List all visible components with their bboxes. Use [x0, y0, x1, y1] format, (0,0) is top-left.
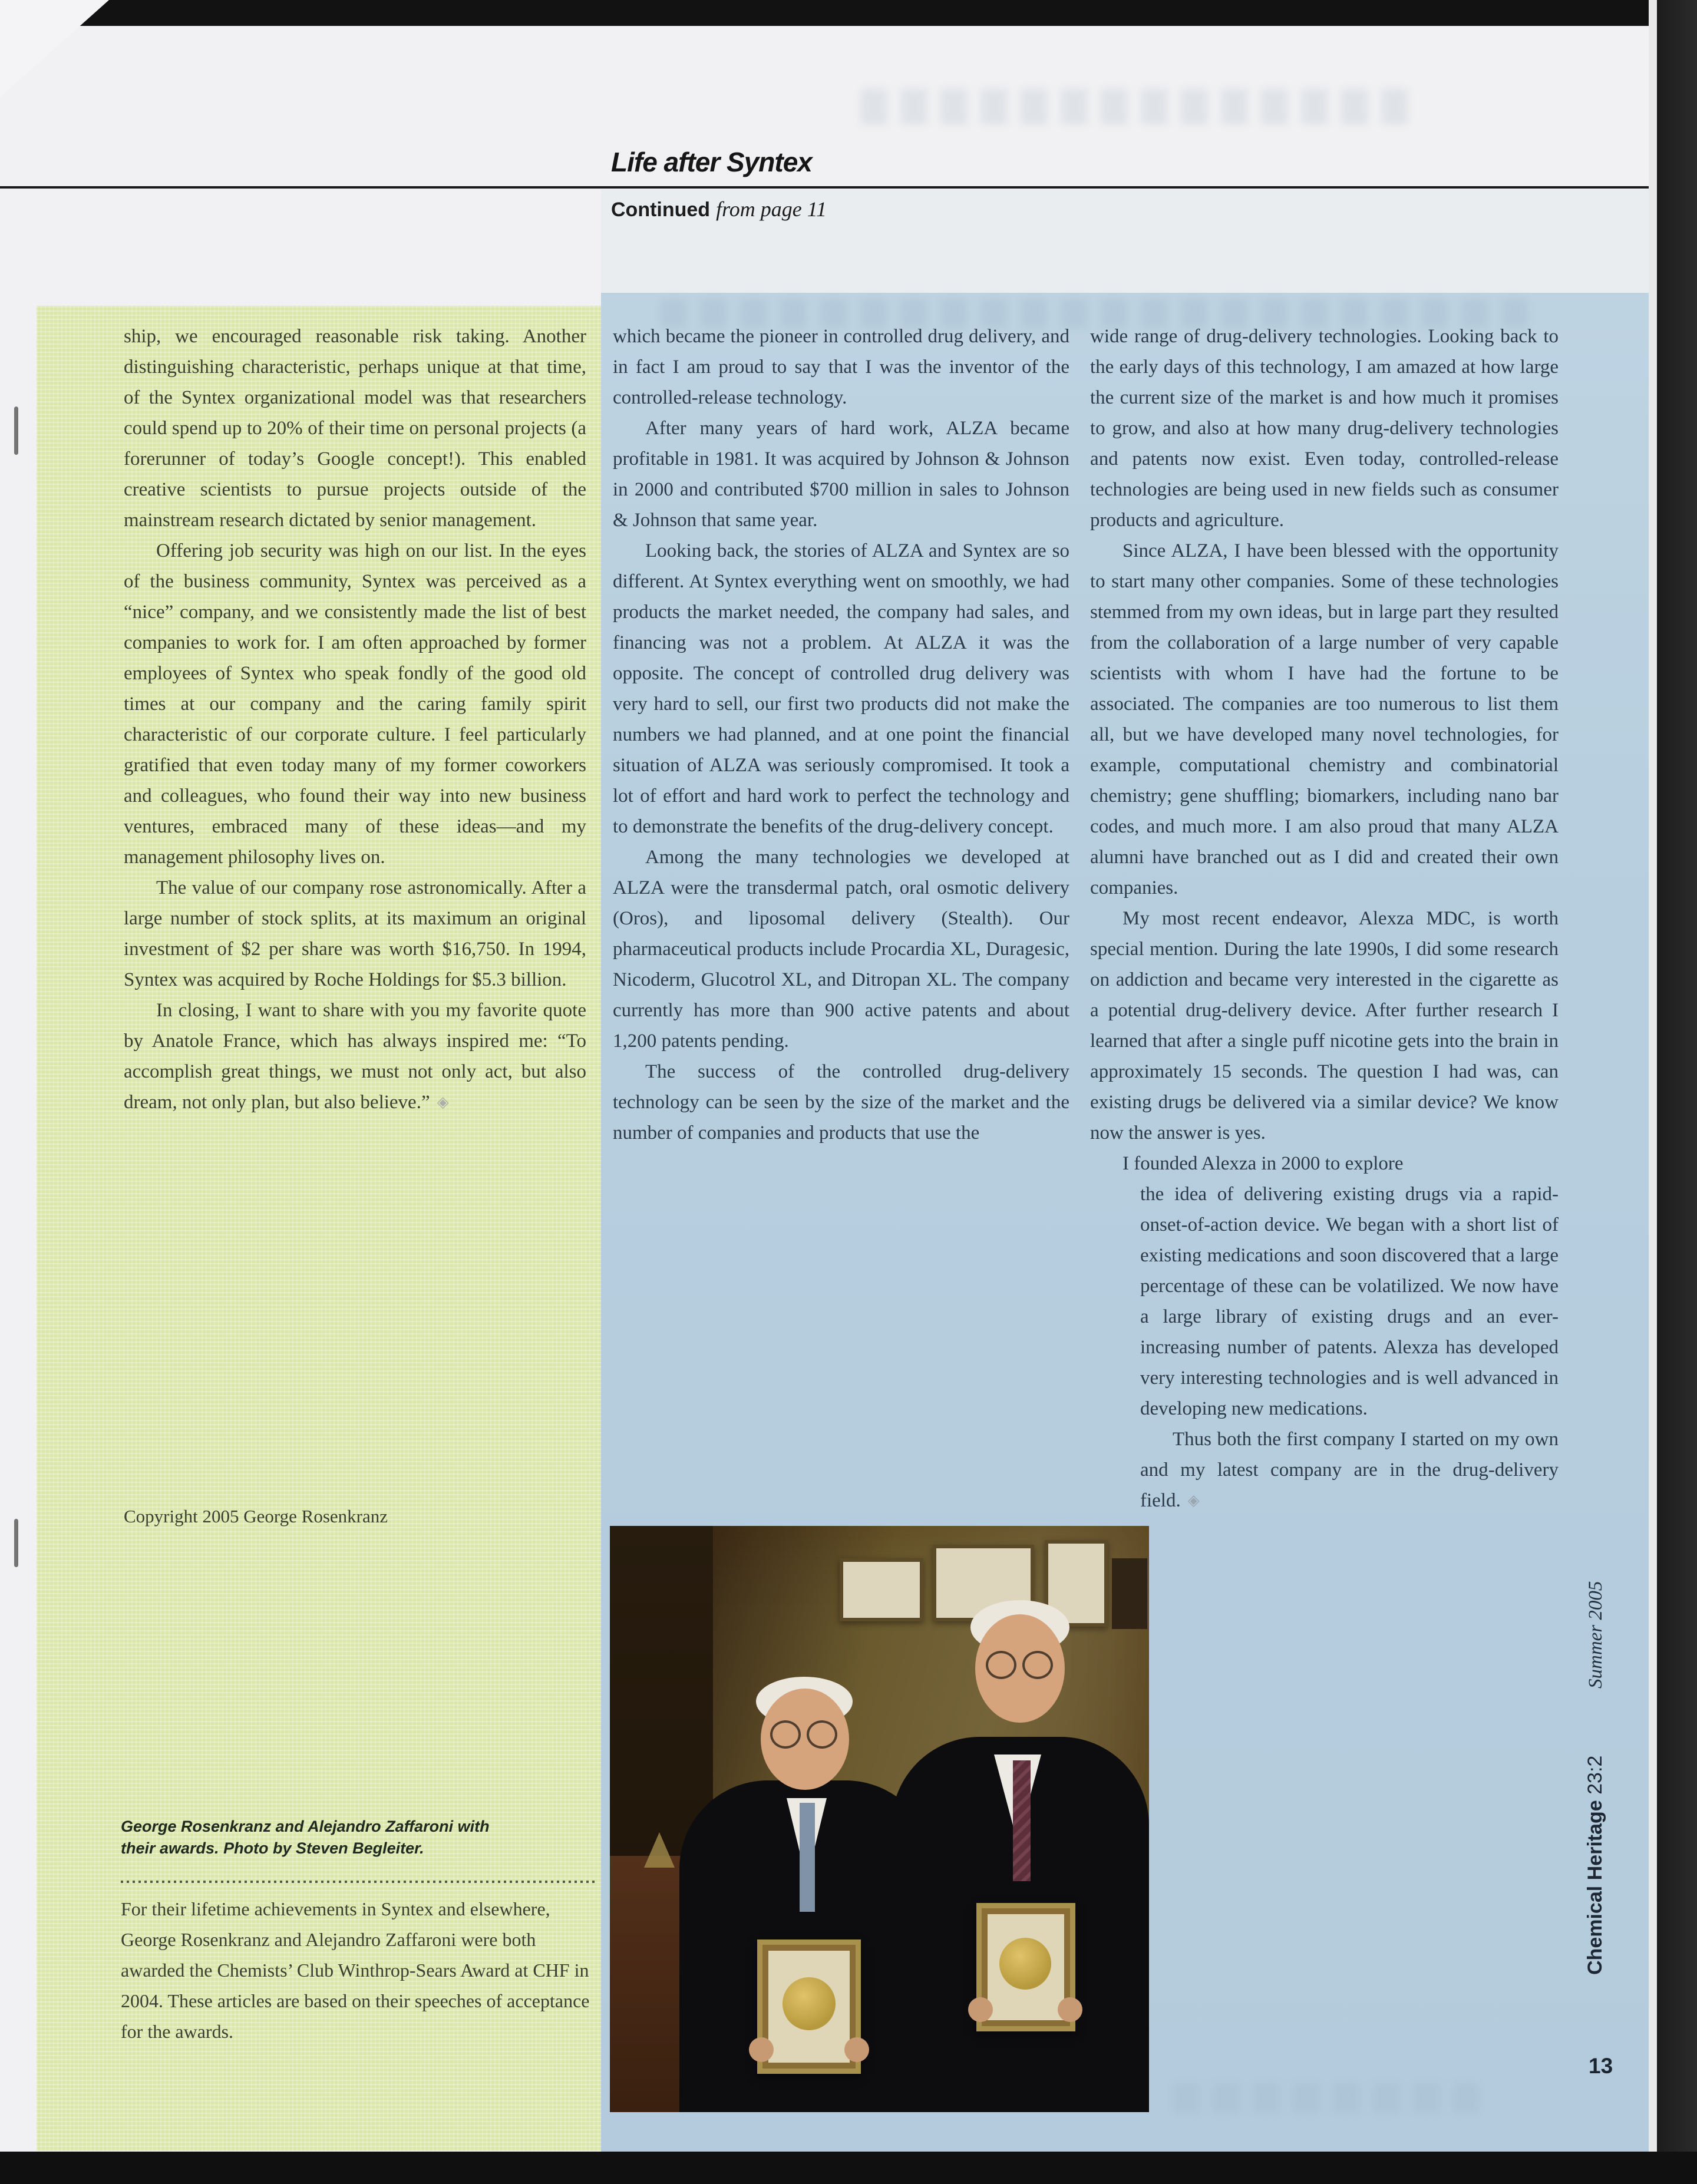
- continued-label: Continued: [611, 199, 711, 221]
- photo-man-right-hand: [1058, 1997, 1082, 2022]
- article-title: Life after Syntex: [611, 147, 812, 177]
- photo-man-left-glasses: [807, 1720, 837, 1749]
- dotted-divider: [121, 1881, 596, 1883]
- right-column: [1090, 321, 1559, 1516]
- paragraph: The success of the controlled drug-delivery technology can be seen by the size of the market and the number of companies and products that use the: [613, 1061, 1069, 1144]
- issue-season: Summer 2005: [1585, 1581, 1606, 1689]
- paragraph: After many years of hard work, ALZA became profitable in 1981. It was acquired by Johnson & Johnson in 2000 and contributed $700 million in sales to Johnson & Johnson that same year.: [613, 418, 1069, 531]
- photo-man-left-glasses: [770, 1720, 801, 1749]
- paragraph: Among the many technologies we developed at ALZA were the transdermal patch, oral osmotic delivery (Oros), and liposomal delivery (Stealth). Our pharmaceutical products include Procardia XL, Duragesic, Nicoderm, Glucotrol XL, and Ditropan XL. The company currently has more than 900 active patents and about 1,200 patents pending.: [613, 847, 1069, 1052]
- photo-man-right-hand: [968, 1997, 993, 2022]
- paragraph: Since ALZA, I have been blessed with the opportunity to start many other companies. Some of these technologies stemmed from my own ideas, but in large part they resulted from the collaboration of a large number of very capable scientists with whom I have had the fortune to be associated. The companies are too numerous to list them all, but we have developed many novel technologies, for example, computational chemistry and combinatorial chemistry; gene shuffling; biomarkers, including nano bar codes, and much more. I am also proud that many ALZA alumni have branched out as I did and created their own companies.: [1090, 540, 1559, 898]
- editor-note: For their lifetime achievements in Syntex and elsewhere, George Rosenkranz and Alejandro Zaffaroni were both awarded the Chemists’ Club Winthrop-Sears Award at CHF in 2004. These articles are based on their speeches of acceptance for the awards.: [121, 1898, 590, 2042]
- photo-award-medal: [999, 1938, 1051, 1990]
- copyright-line: Copyright 2005 George Rosenkranz: [124, 1506, 388, 1527]
- staple-mark: [14, 407, 18, 455]
- photo-certificate: [840, 1558, 923, 1621]
- paragraph: Offering job security was high on our list. In the eyes of the business community, Syntex was perceived as a “nice” company, and we consistently made the list of best companies to work for. I am often approached by former employees of Syntex who speak fondly of the good old times at our company and the caring family spirit characteristic of our corporate culture. I feel particularly gratified that even today many of my former coworkers and colleagues, who found their way into new business ventures, embraced many of these ideas—and my management philosophy lives on.: [124, 540, 586, 868]
- paragraph: which became the pioneer in controlled drug delivery, and in fact I am proud to say that I was the inventor of the controlled-release technology.: [613, 326, 1069, 408]
- ghost-bleedthrough-line: [1173, 2083, 1479, 2113]
- article-end-ornament: ◈: [437, 1093, 449, 1111]
- journal-title-and-issue: [1584, 1756, 1607, 1975]
- continued-page-ref: from page 11: [716, 197, 827, 221]
- photo-man-left-hand: [749, 2037, 774, 2062]
- page-number: 13: [1589, 2054, 1613, 2078]
- photo-man-left-hand: [844, 2037, 869, 2062]
- photo-man-left-tie: [800, 1803, 815, 1912]
- scan-top-bar: [0, 0, 1697, 26]
- photo-award-medal: [783, 1977, 836, 2030]
- middle-column: [613, 321, 1069, 1148]
- closing-paragraph: [1090, 1424, 1559, 1516]
- paragraph: [124, 995, 586, 1118]
- paragraph-wrapped-around-photo: the idea of delivering existing drugs via a rapid-onset-of-action device. We began with a short list of existing medications and soon discovered that a large percentage of these can be volatilized. We now have a large library of existing drugs and an ever-increasing number of patents. Alexza has developed very interesting technologies and is well advanced in developing new medications.: [1140, 1184, 1559, 1419]
- paragraph: ship, we encouraged reasonable risk taking. Another distinguishing characteristic, perhaps unique at that time, of the Syntex organizational model was that researchers could spend up to 20% of their time on personal projects (a forerunner of today’s Google concept!). This enabled creative scientists to pursue projects outside of the mainstream research dictated by senior management.: [124, 326, 586, 531]
- paragraph: The value of our company rose astronomically. After a large number of stock splits, at its maximum an original investment of $2 per share was worth $16,750. In 1994, Syntex was acquired by Roche Holdings for $5.3 billion.: [124, 877, 586, 990]
- paragraph-text: In closing, I want to share with you my favorite quote by Anatole France, which has always inspired me: “To accomplish great things, we must not only act, but also dream, not only plan, but also believe.”: [124, 1000, 586, 1113]
- scan-background: [1657, 0, 1697, 2184]
- left-column: [124, 321, 586, 1118]
- article-end-ornament: ◈: [1187, 1492, 1200, 1509]
- paragraph-lead-line: I founded Alexza in 2000 to explore: [1122, 1153, 1404, 1174]
- journal-name: Chemical Heritage: [1584, 1800, 1606, 1975]
- photo-man-right-glasses: [1022, 1651, 1053, 1679]
- header-rule: [0, 186, 1649, 189]
- photo-rosenkranz-zaffaroni: [610, 1526, 1149, 2112]
- page-corner-fold: [0, 0, 109, 97]
- photo-man-right-glasses: [986, 1651, 1016, 1679]
- continued-line: [611, 197, 827, 222]
- paragraph-text: Thus both the first company I started on my own and my latest company are in the drug-delivery field.: [1140, 1429, 1559, 1511]
- photo-caption: George Rosenkranz and Alejandro Zaffaroni with their awards. Photo by Steven Begleiter.: [121, 1818, 490, 1857]
- paragraph: Looking back, the stories of ALZA and Syntex are so different. At Syntex everything went on smoothly, we had products the market needed, the company had sales, and financing was not a problem. At ALZA it was the opposite. The concept of controlled drug delivery was very hard to sell, our first two products did not make the numbers we had planned, and at one point the financial situation of ALZA was seriously compromised. It took a lot of effort and hard work to perfect the technology and to demonstrate the benefits of the drug-delivery concept.: [613, 540, 1069, 837]
- photo-man-right-tie: [1013, 1760, 1031, 1881]
- photo-plaque: [1112, 1558, 1147, 1629]
- journal-issue: 23:2: [1584, 1755, 1606, 1795]
- staple-mark: [14, 1519, 18, 1567]
- paragraph: My most recent endeavor, Alexza MDC, is worth special mention. During the late 1990s, I did some research on addiction and became very interested in the cigarette as a potential drug-delivery device. After further research I learned that after a single puff nicotine gets into the brain in approximately 15 seconds. The question I had was, can existing drugs be delivered via a similar device? We know now the answer is yes.: [1090, 908, 1559, 1144]
- scan-bottom-bar: [0, 2152, 1697, 2184]
- ghost-bleedthrough-line: [860, 88, 1408, 125]
- photo-gold-ornament: [644, 1832, 675, 1868]
- paragraph: wide range of drug-delivery technologies. Looking back to the early days of this technology, I am amazed at how large the current size of the market is and how much it promises to grow, and also at how many drug-delivery technologies and patents now exist. Even today, controlled-release technologies are being used in new fields such as consumer products and agriculture.: [1090, 326, 1559, 531]
